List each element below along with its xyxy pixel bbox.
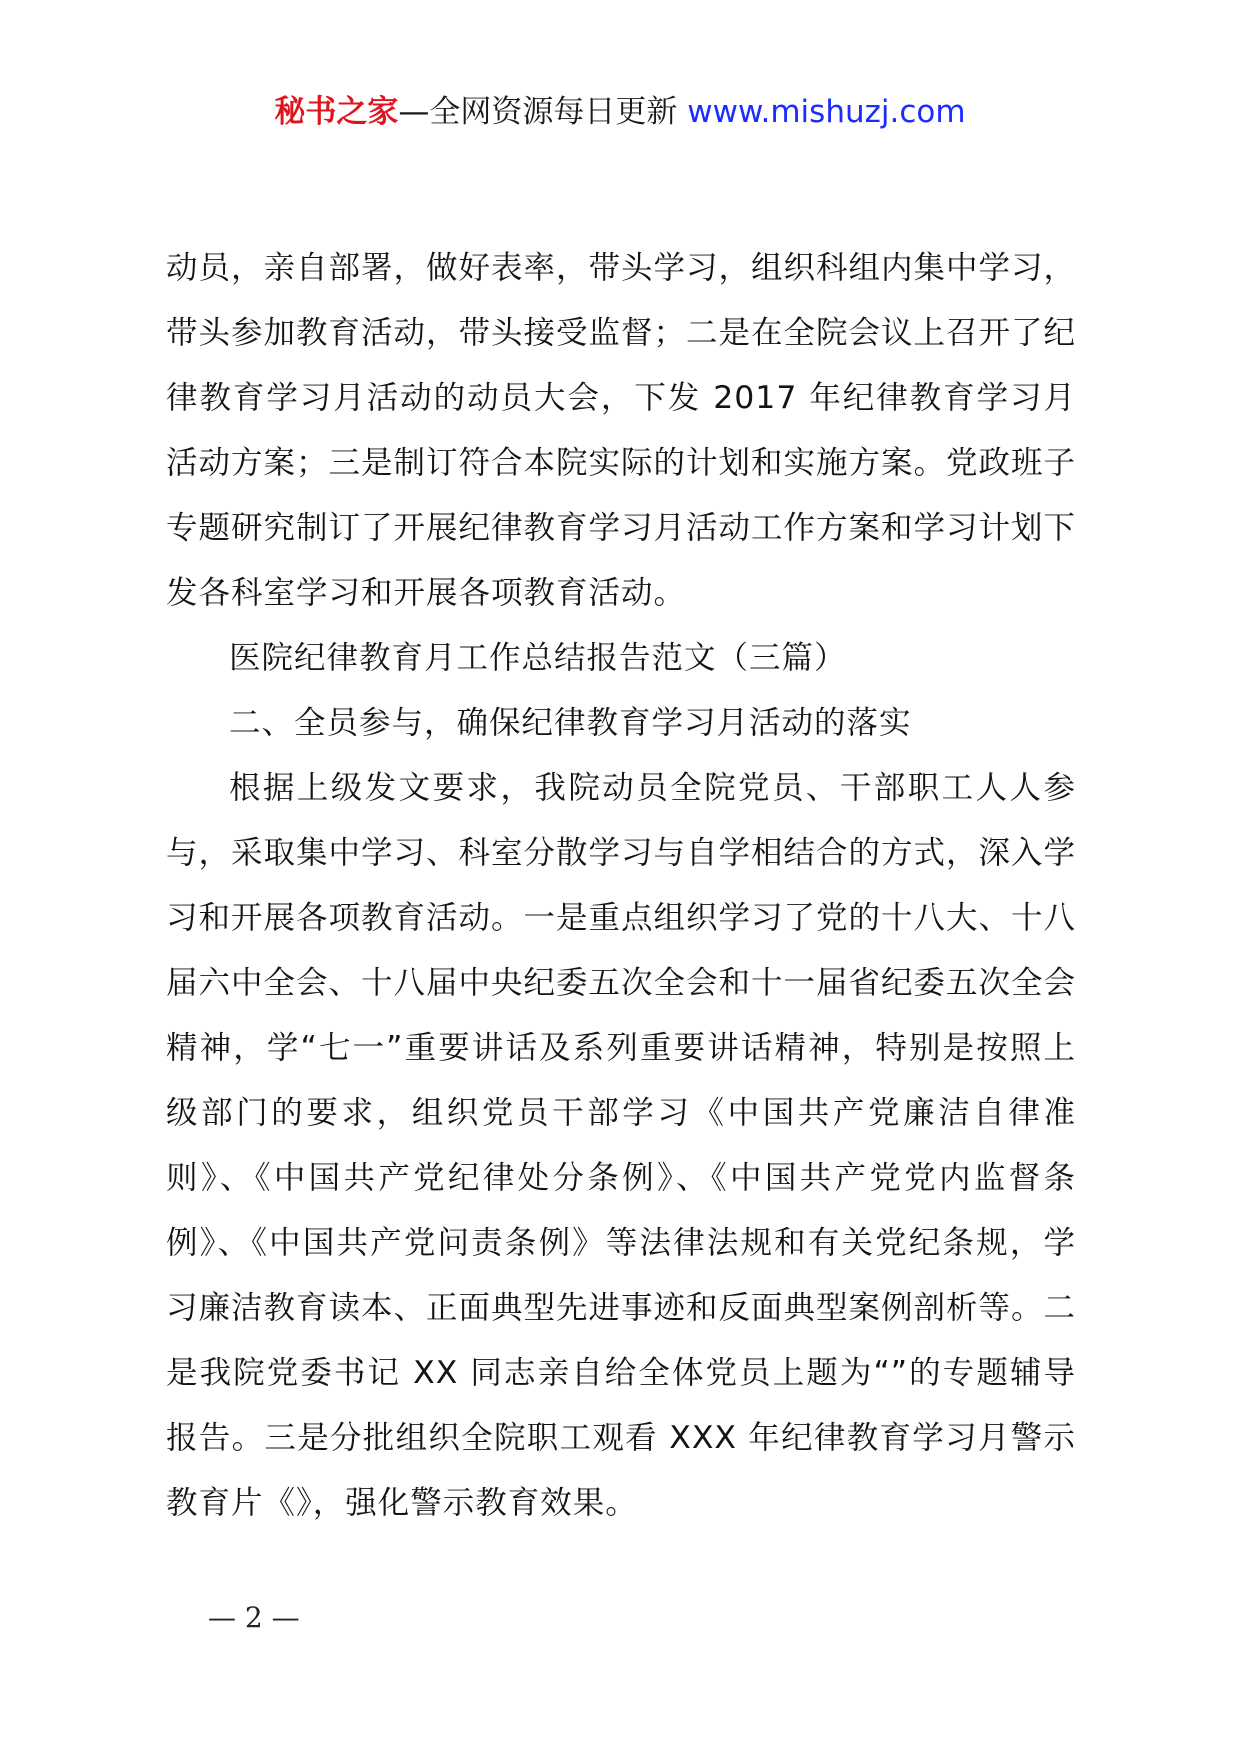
page-number: — 2 — bbox=[208, 1601, 300, 1634]
section-heading: 二、全员参与，确保纪律教育学习月活动的落实 bbox=[229, 705, 912, 741]
site-header bbox=[0, 92, 1240, 132]
document-body bbox=[166, 236, 1076, 1536]
header-tagline: —全网资源每日更新 bbox=[398, 94, 678, 130]
paragraph-body: 根据上级发文要求，我院动员全院党员、干部职工人人参与，采取集中学习、科室分散学习与自学相结合的方式，深入学习和开展各项教育活动。一是重点组织学习了党的十八大、十八届六中全会、十八届中央纪委五次全会和十一届省纪委五次全会精神，学“七一”重要讲话及系列重要讲话精神，特别是按照上级部门的要求，组织党员干部学习《中国共产党廉洁自律准则》、《中国共产党纪律处分条例》、《中国共产党党内监督条例》、《中国共产党问责条例》等法律法规和有关党纪条规，学习廉洁教育读本、正面典型先进事迹和反面典型案例剖析等。二是我院党委书记 XX 同志亲自给全体党员上题为“”的专题辅导报告。三是分批组织全院职工观看 XXX 年纪律教育学习月警示教育片《》，强化警示教育效果。 bbox=[166, 770, 1077, 1521]
document-title: 医院纪律教育月工作总结报告范文（三篇） bbox=[229, 640, 847, 676]
paragraph-continuation: 动员，亲自部署，做好表率，带头学习，组织科组内集中学习，带头参加教育活动，带头接受监督；二是在全院会议上召开了纪律教育学习月活动的动员大会，下发 2017 年纪律教育学习月活动方案；三是制订符合本院实际的计划和实施方案。党政班子专题研究制订了开展纪律教育学习月活动工作方案和学习计划下发各科室学习和开展各项教育活动。 bbox=[166, 250, 1077, 611]
site-url[interactable]: www.mishuzj.com bbox=[687, 94, 966, 130]
brand-name: 秘书之家 bbox=[274, 94, 399, 130]
